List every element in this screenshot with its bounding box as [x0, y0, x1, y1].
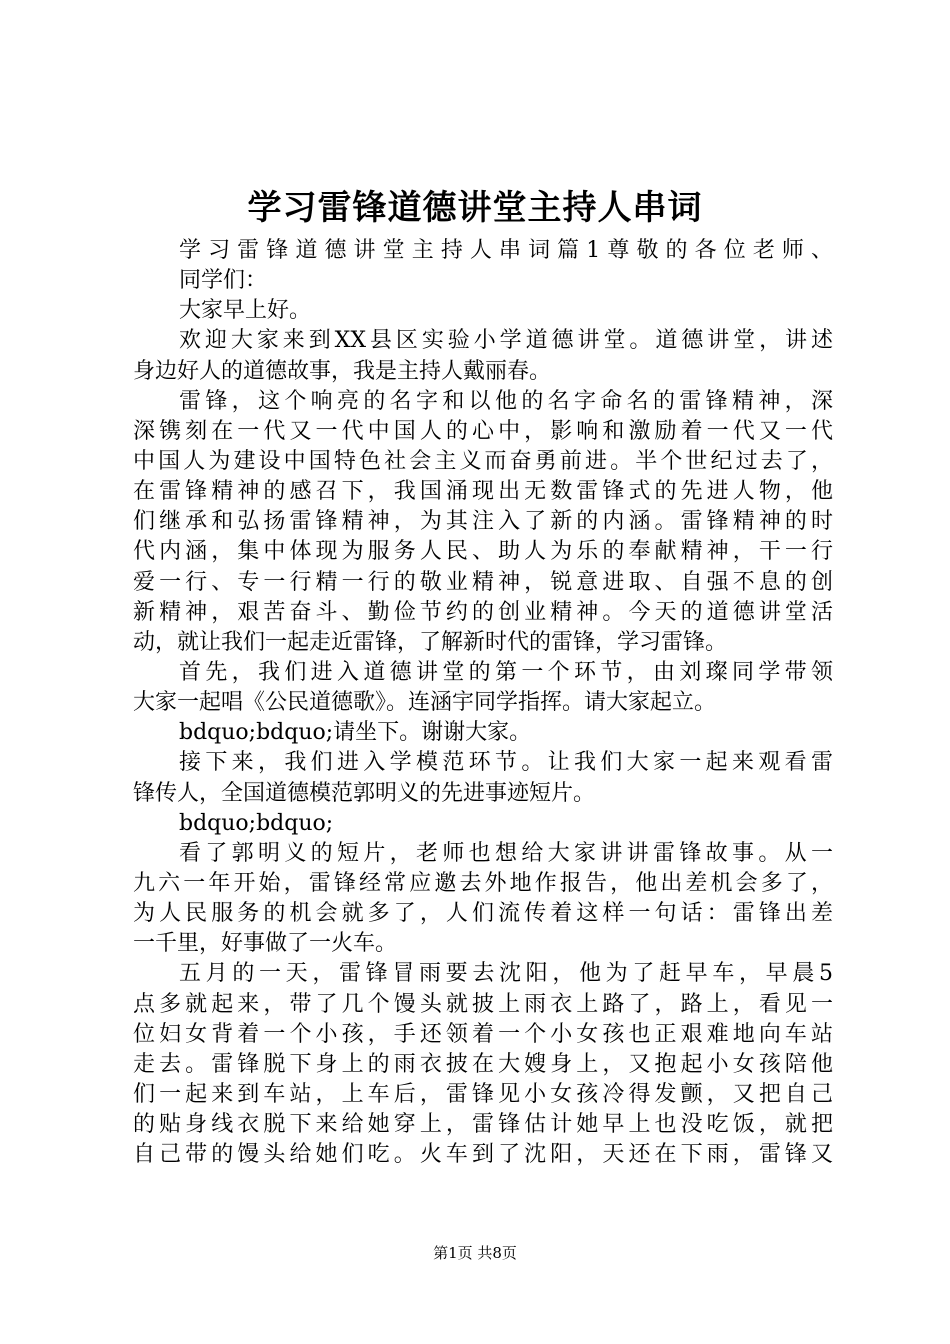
text-line: 看了郭明义的短片，老师也想给大家讲讲雷锋故事。从一 [179, 840, 833, 866]
text-line: 们继承和弘扬雷锋精神，为其注入了新的内涵。雷锋精神的时 [133, 509, 833, 535]
text-line: bdquo;bdquo;请坐下。谢谢大家。 [179, 720, 532, 746]
text-line: 为人民服务的机会就多了，人们流传着这样一句话：雷锋出差 [133, 901, 833, 927]
text-line: 的贴身线衣脱下来给她穿上，雷锋估计她早上也没吃饭，就把 [133, 1112, 833, 1138]
text-line: 们一起来到车站，上车后，雷锋见小女孩冷得发颤，又把自己 [133, 1081, 833, 1107]
text-line: 动，就让我们一起走近雷锋，了解新时代的雷锋，学习雷锋。 [133, 629, 728, 655]
text-line: 身边好人的道德故事，我是主持人戴丽春。 [133, 358, 552, 384]
text-line: 五月的一天，雷锋冒雨要去沈阳，他为了赶早车，早晨5 [179, 961, 833, 987]
text-line: bdquo;bdquo; [179, 810, 334, 836]
text-line: 欢迎大家来到XX县区实验小学道德讲堂。道德讲堂，讲述 [179, 328, 833, 354]
text-line: 点多就起来，带了几个馒头就披上雨衣上路了，路上，看见一 [133, 991, 833, 1017]
text-line: 同学们： [179, 268, 268, 294]
page-footer: 第1页 共8页 [433, 1244, 517, 1262]
text-line: 代内涵，集中体现为服务人民、助人为乐的奉献精神，干一行 [133, 539, 833, 565]
text-line: 学习雷锋道德讲堂主持人串词篇1尊敬的各位老师、 [179, 238, 833, 263]
document-title: 学习雷锋道德讲堂主持人串词 [247, 188, 703, 228]
text-line: 锋传人，全国道德模范郭明义的先进事迹短片。 [133, 780, 596, 806]
text-line: 一千里，好事做了一火车。 [133, 931, 398, 957]
text-line: 新精神，艰苦奋斗、勤俭节约的创业精神。今天的道德讲堂活 [133, 599, 833, 625]
text-line: 位妇女背着一个小孩，手还领着一个小女孩也正艰难地向车站 [133, 1021, 833, 1047]
text-line: 自己带的馒头给她们吃。火车到了沈阳，天还在下雨，雷锋又 [133, 1142, 833, 1168]
text-line: 接下来，我们进入学模范环节。让我们大家一起来观看雷 [179, 750, 833, 776]
text-line: 在雷锋精神的感召下，我国涌现出无数雷锋式的先进人物，他 [133, 479, 833, 505]
text-line: 九六一年开始，雷锋经常应邀去外地作报告，他出差机会多了， [133, 870, 833, 896]
document-body [133, 236, 833, 1170]
text-line: 爱一行、专一行精一行的敬业精神，锐意进取、自强不息的创 [133, 569, 833, 595]
text-line: 雷锋，这个响亮的名字和以他的名字命名的雷锋精神，深 [179, 388, 833, 414]
text-line: 首先，我们进入道德讲堂的第一个环节，由刘璨同学带领 [179, 659, 833, 685]
text-line: 走去。雷锋脱下身上的雨衣披在大嫂身上，又抱起小女孩陪他 [133, 1051, 833, 1077]
text-line: 中国人为建设中国特色社会主义而奋勇前进。半个世纪过去了， [133, 448, 833, 474]
text-line: 大家一起唱《公民道德歌》。连涵宇同学指挥。请大家起立。 [133, 690, 717, 716]
text-line: 大家早上好。 [179, 298, 312, 324]
text-line: 深镌刻在一代又一代中国人的心中，影响和激励着一代又一代 [133, 418, 833, 444]
